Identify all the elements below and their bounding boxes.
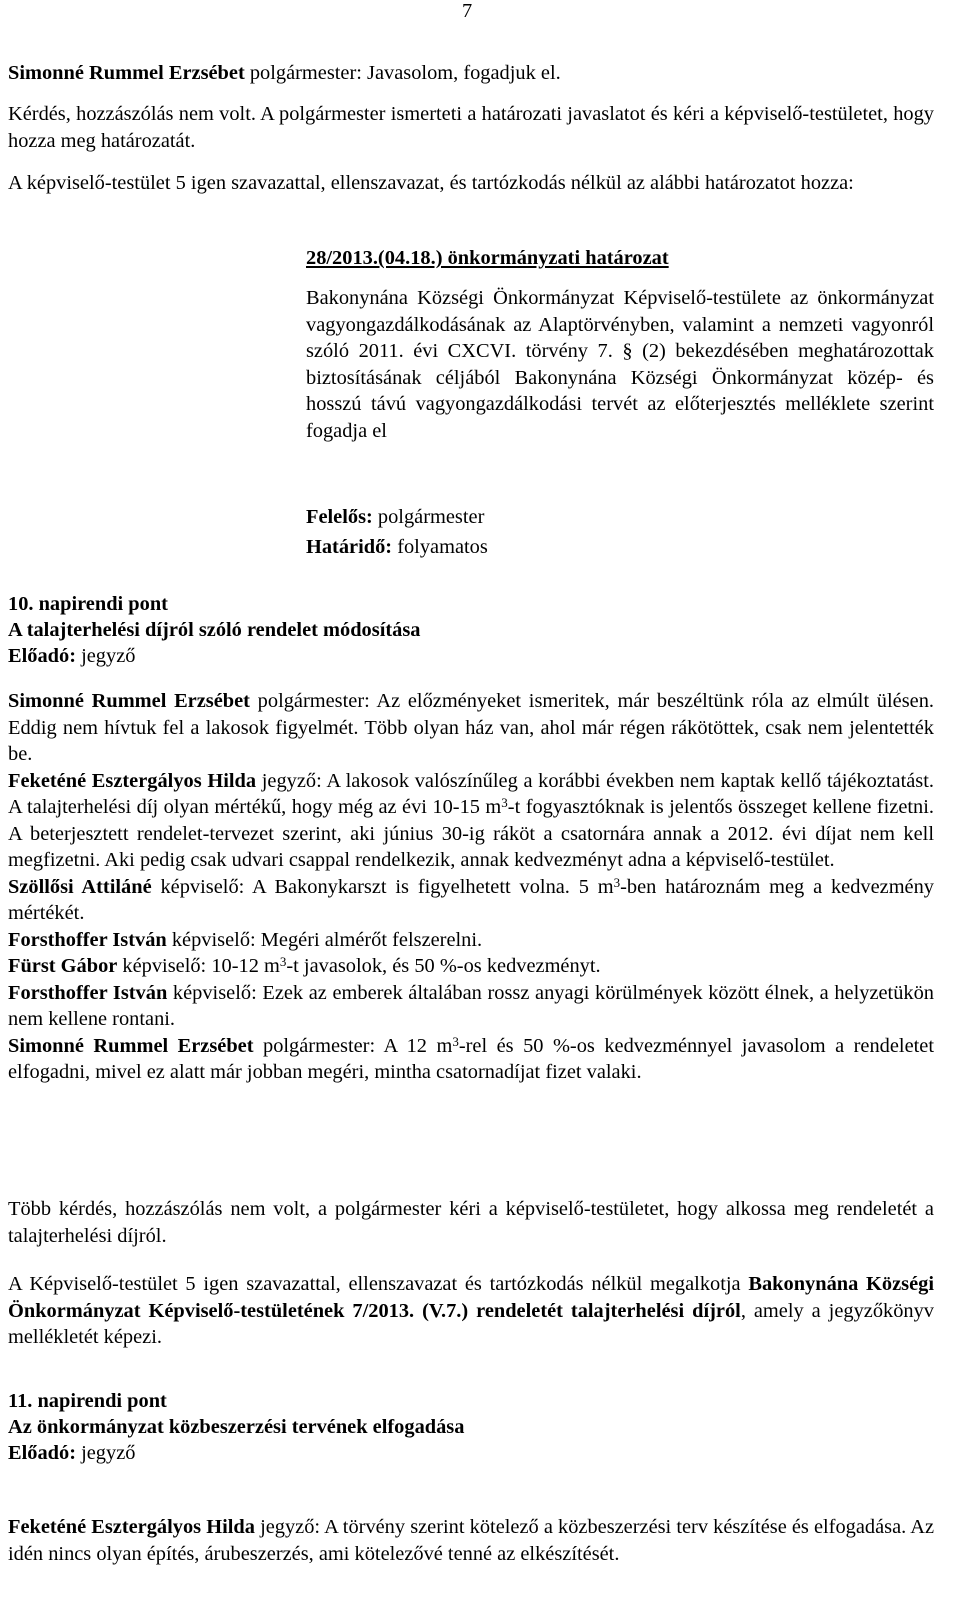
- discussion-entry: Forsthoffer István képviselő: Ezek az emberek általában rossz anyagi körülmények között élnek, a helyzetükön nem kellene rontani.: [8, 981, 935, 1030]
- discussion-entry: Feketéné Esztergályos Hilda jegyző: A törvény szerint kötelező a közbeszerzési terv készítése és elfogadása. Az idén nincs olyan építés, árubeszerzés, ami kötelezővé tenné az elkészítését.: [8, 1516, 934, 1565]
- responsible-line: Felelős: polgármester: [306, 506, 485, 528]
- agenda-presenter: Előadó: jegyző: [8, 1442, 136, 1464]
- agenda-title: A talajterhelési díjról szóló rendelet módosítása: [8, 619, 421, 641]
- discussion-entry: Feketéné Esztergályos Hilda jegyző: A lakosok valószínűleg a korábbi években nem kaptak kellő tájékoztatást. A talajterhelési díj olyan mértékű, hogy még az évi 10-15 $m^3-t$ fogyasztóknak is jelentős összeget kellene fizetni. A beterjesztett rendelet-tervezet szerint, aki június 30-ig ráköt a csatornára annak a 2012. évi díjat nem kell megfizetni. Aki pedig csak udvari csappal rendelkezik, annak kedvezményt adna a képviselő-testület.: [8, 769, 934, 871]
- deadline-line: Határidő: folyamatos: [306, 536, 488, 558]
- discussion-entry: Forsthoffer István képviselő: Megéri almérőt felszerelni.: [8, 928, 483, 951]
- resolution-title: 28/2013.(04.18.) önkormányzati határozat: [306, 247, 669, 269]
- discussion-entry: Simonné Rummel Erzsébet polgármester: Az előzményeket ismeritek, már beszéltünk róla az elmúlt ülésen. Eddig nem hívtuk fel a lakosok figyelmét. Több olyan ház van, ahol már régen rákötöttek, csak nem jelentették be.: [8, 690, 935, 765]
- agenda-presenter: Előadó: jegyző: [8, 645, 136, 667]
- resolution-responsibility: [306, 502, 934, 562]
- discussion-entry: Simonné Rummel Erzsébet polgármester: A 12 $m^3$-rel és 50 %-os kedvezménnyel javasolom a rendeletet elfogadni, mivel ez alatt már jobban megéri, mintha csatornadíjat fizet valaki.: [8, 1033, 934, 1083]
- discussion-entry: Szöllősi Attiláné képviselő: A Bakonykarszt is figyelhetett volna. 5 $m^3$-ben határoznám meg a kedvezmény mértékét.: [8, 874, 934, 924]
- mayor-proposal: Simonné Rummel Erzsébet polgármester: Javasolom, fogadjuk el.: [8, 62, 561, 84]
- agenda-heading: 11. napirendi pont: [8, 1390, 167, 1412]
- vote-paragraph: A képviselő-testület 5 igen szavazattal, ellenszavazat, és tartózkodás nélkül az alábbi határozatot hozza:: [8, 172, 854, 194]
- agenda-title: Az önkormányzat közbeszerzési tervének elfogadása: [8, 1416, 465, 1438]
- speaker-name: Simonné Rummel Erzsébet: [8, 62, 245, 84]
- page-number: 7: [462, 0, 473, 22]
- no-more-questions-paragraph: Több kérdés, hozzászólás nem volt, a polgármester kéri a képviselő-testületet, hogy alkossa meg rendeletét a talajterhelési díjról.: [8, 1198, 934, 1247]
- agenda-item-10: [8, 591, 934, 669]
- agenda-heading: 10. napirendi pont: [8, 593, 168, 615]
- ordinance-adoption-paragraph: A Képviselő-testület 5 igen szavazattal, ellenszavazat és tartózkodás nélkül megalkotja Bakonynána Községi Önkormányzat Képviselő-testületének 7/2013. (V.7.) rendeletét talajterhelési díjról, amely a jegyzőkönyv mellékletét képezi.: [8, 1273, 934, 1348]
- agenda-item-11: [8, 1388, 934, 1466]
- discussion: [8, 688, 934, 1086]
- no-questions-paragraph: Kérdés, hozzászólás nem volt. A polgármester ismerteti a határozati javaslatot és kéri a képviselő-testületet, hogy hozza meg határozatát.: [8, 103, 934, 152]
- discussion-entry: Fürst Gábor képviselő: 10-12 $m^3-t$ javasolok, és 50 %-os kedvezményt.: [8, 954, 601, 977]
- resolution-text: Bakonynána Községi Önkormányzat Képviselő-testülete az önkormányzat vagyongazdálkodásának az Alaptörvényben, valamint a nemzeti vagyonról szóló 2011. évi CXCVI. törvény 7. § (2) bekezdésében meghatározottak biztosításának céljából Bakonynána Községi Önkormányzat közép- és hosszú távú vagyongazdálkodási tervét az előterjesztés melléklete szerint fogadja el: [306, 287, 934, 442]
